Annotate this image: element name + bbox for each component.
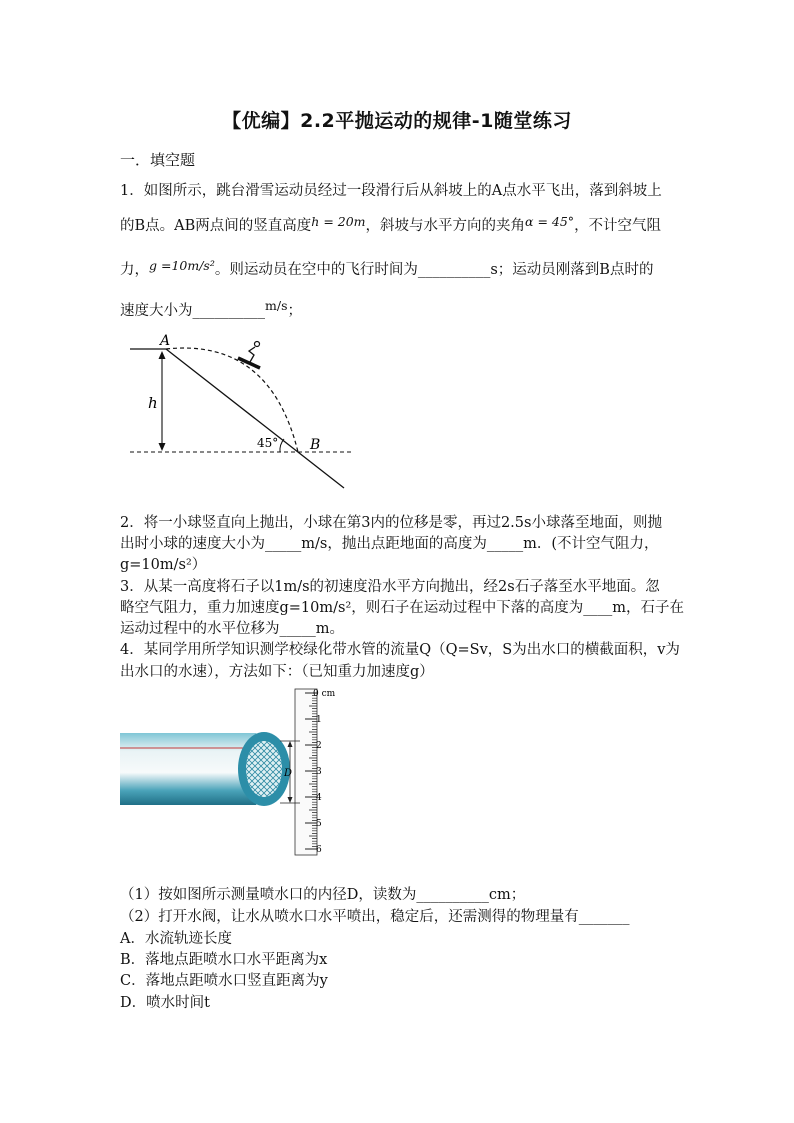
section-heading: 一．填空题 bbox=[120, 151, 196, 169]
option-a: A．水流轨迹长度 bbox=[120, 931, 232, 947]
q4-part-2: （2）打开水阀，让水从喷水口水平喷出，稳定后，还需测得的物理量有_______ bbox=[120, 909, 630, 925]
q1-line-1: 1．如图所示，跳台滑雪运动员经过一段滑行后从斜坡上的A点水平飞出，落到斜坡上 bbox=[120, 183, 662, 199]
ruler-tick-3: 3 bbox=[316, 767, 322, 777]
option-d: D．喷水时间t bbox=[120, 995, 210, 1011]
q4-line-1: 4．某同学用所学知识测学校绿化带水管的流量Q（Q=Sv，S为出水口的横截面积，v为 bbox=[120, 642, 680, 658]
page-title: 【优编】2.2平抛运动的规律-1随堂练习 bbox=[222, 110, 572, 132]
ruler-unit-label: 0 cm bbox=[313, 689, 336, 699]
q1-h-expr: h = 20m bbox=[311, 214, 366, 229]
q4-line-2: 出水口的水速），方法如下：（已知重力加速度g） bbox=[120, 664, 434, 680]
label-h: h bbox=[148, 394, 158, 412]
q1-line-2-c: ，不计空气阻 bbox=[574, 218, 662, 234]
skier-head-icon bbox=[255, 342, 260, 347]
q1-unit: m/s bbox=[265, 298, 288, 313]
skier-body-icon bbox=[249, 347, 255, 362]
q1-line-3-b: 。则运动员在空中的飞行时间为__________s；运动员刚落到B点时的 bbox=[214, 262, 654, 278]
hose-mesh bbox=[246, 741, 282, 797]
option-b: B．落地点距喷水口水平距离为x bbox=[120, 952, 328, 968]
ski-jump-figure bbox=[120, 328, 360, 493]
ruler-tick-2: 2 bbox=[316, 741, 322, 751]
d-arrow-head-top bbox=[288, 741, 293, 747]
q3-line-3: 运动过程中的水平位移为_____m。 bbox=[120, 621, 344, 637]
q1-line-2 bbox=[120, 212, 661, 236]
label-d: D bbox=[284, 768, 293, 779]
q3-line-1: 3．从某一高度将石子以1m/s的初速度沿水平方向抛出，经2s石子落至水平地面。忽 bbox=[120, 579, 660, 595]
q2-line-1: 2．将一小球竖直向上抛出，小球在第3内的位移是零，再过2.5s小球落至地面，则抛 bbox=[120, 515, 662, 531]
q1-line-4-a: 速度大小为__________ bbox=[120, 303, 265, 319]
q1-line-3 bbox=[120, 256, 653, 280]
q2-line-2: 出时小球的速度大小为_____m/s，抛出点距地面的高度为_____m．(不计空气阻力， bbox=[120, 536, 659, 552]
q1-line-4 bbox=[120, 296, 302, 321]
ruler-tick-6: 6 bbox=[316, 845, 322, 855]
ruler-tick-1: 1 bbox=[316, 715, 322, 725]
q1-line-2-a: 的B点。AB两点间的竖直高度 bbox=[120, 218, 312, 234]
label-a: A bbox=[160, 333, 171, 349]
label-angle: 45° bbox=[257, 436, 279, 450]
slope-line bbox=[166, 349, 344, 488]
ruler-tick-4: 4 bbox=[316, 793, 322, 803]
q1-line-4-b: ； bbox=[287, 303, 302, 319]
q4-part-1: （1）按如图所示测量喷水口的内径D，读数为__________cm； bbox=[120, 887, 526, 903]
option-c: C．落地点距喷水口竖直距离为y bbox=[120, 973, 328, 989]
height-arrow-head-bottom bbox=[159, 443, 166, 451]
q1-g-expr: g =10m/s² bbox=[149, 258, 215, 273]
q2-line-3: g=10m/s²） bbox=[120, 557, 207, 573]
label-b: B bbox=[310, 437, 321, 453]
hose-ruler-figure bbox=[120, 685, 360, 860]
d-arrow-head-bottom bbox=[288, 797, 293, 803]
ruler-tick-5: 5 bbox=[316, 819, 322, 829]
q3-line-2: 略空气阻力，重力加速度g=10m/s²，则石子在运动过程中下落的高度为____m，石子在 bbox=[120, 600, 685, 616]
q1-line-3-a: 力， bbox=[120, 262, 149, 278]
height-arrow-head-top bbox=[159, 351, 166, 359]
q1-alpha-expr: α = 45° bbox=[525, 214, 575, 229]
q1-line-2-b: ，斜坡与水平方向的夹角 bbox=[365, 218, 526, 234]
